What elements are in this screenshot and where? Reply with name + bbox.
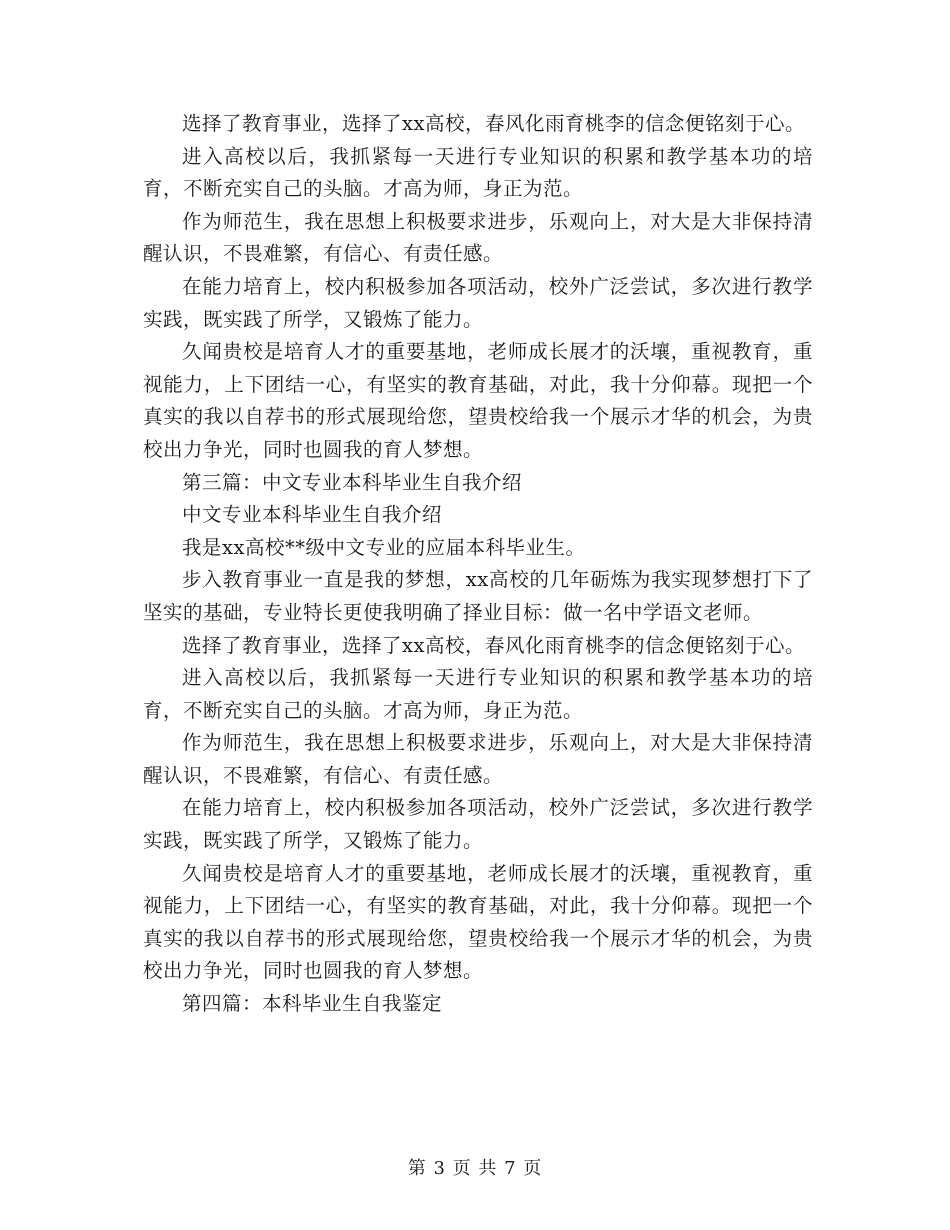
paragraph: 选择了教育事业，选择了xx高校，春风化雨育桃李的信念便铭刻于心。 [182, 112, 805, 135]
document-body [143, 108, 813, 1021]
section-title: 中文专业本科毕业生自我介绍 [182, 503, 443, 527]
section-heading: 第四篇：本科毕业生自我鉴定 [182, 992, 443, 1016]
paragraph: 作为师范生，我在思想上积极要求进步，乐观向上，对大是大非保持清醒认识，不畏难繁，有信心、有责任感。 [143, 731, 813, 787]
paragraph: 进入高校以后，我抓紧每一天进行专业知识的积累和教学基本功的培育，不断充实自己的头脑。才高为师，身正为范。 [143, 666, 813, 722]
paragraph: 在能力培育上，校内积极参加各项活动，校外广泛尝试，多次进行教学实践，既实践了所学，又锻炼了能力。 [143, 796, 813, 853]
paragraph: 进入高校以后，我抓紧每一天进行专业知识的积累和教学基本功的培育，不断充实自己的头脑。才高为师，身正为范。 [143, 144, 813, 201]
paragraph: 在能力培育上，校内积极参加各项活动，校外广泛尝试，多次进行教学实践，既实践了所学，又锻炼了能力。 [143, 274, 813, 331]
paragraph: 久闻贵校是培育人才的重要基地，老师成长展才的沃壤，重视教育，重视能力，上下团结一心，有坚实的教育基础，对此，我十分仰幕。现把一个真实的我以自荐书的形式展现给您，望贵校给我一个展示才华的机会，为贵校出力争光，同时也圆我的育人梦想。 [143, 340, 813, 461]
paragraph: 久闻贵校是培育人才的重要基地，老师成长展才的沃壤，重视教育，重视能力，上下团结一心，有坚实的教育基础，对此，我十分仰幕。现把一个真实的我以自荐书的形式展现给您，望贵校给我一个展示才华的机会，为贵校出力争光，同时也圆我的育人梦想。 [143, 861, 813, 983]
paragraph: 作为师范生，我在思想上积极要求进步，乐观向上，对大是大非保持清醒认识，不畏难繁，有信心、有责任感。 [143, 209, 813, 266]
paragraph: 选择了教育事业，选择了xx高校，春风化雨育桃李的信念便铭刻于心。 [182, 633, 805, 657]
page-footer [0, 1154, 950, 1180]
paragraph: 我是xx高校**级中文专业的应届本科毕业生。 [182, 535, 586, 559]
page-number: 第 3 页 共 7 页 [407, 1158, 543, 1179]
section-heading: 第三篇：中文专业本科毕业生自我介绍 [182, 470, 523, 494]
paragraph: 步入教育事业一直是我的梦想，xx高校的几年砺炼为我实现梦想打下了坚实的基础，专业特长更使我明确了择业目标：做一名中学语文老师。 [143, 568, 813, 624]
